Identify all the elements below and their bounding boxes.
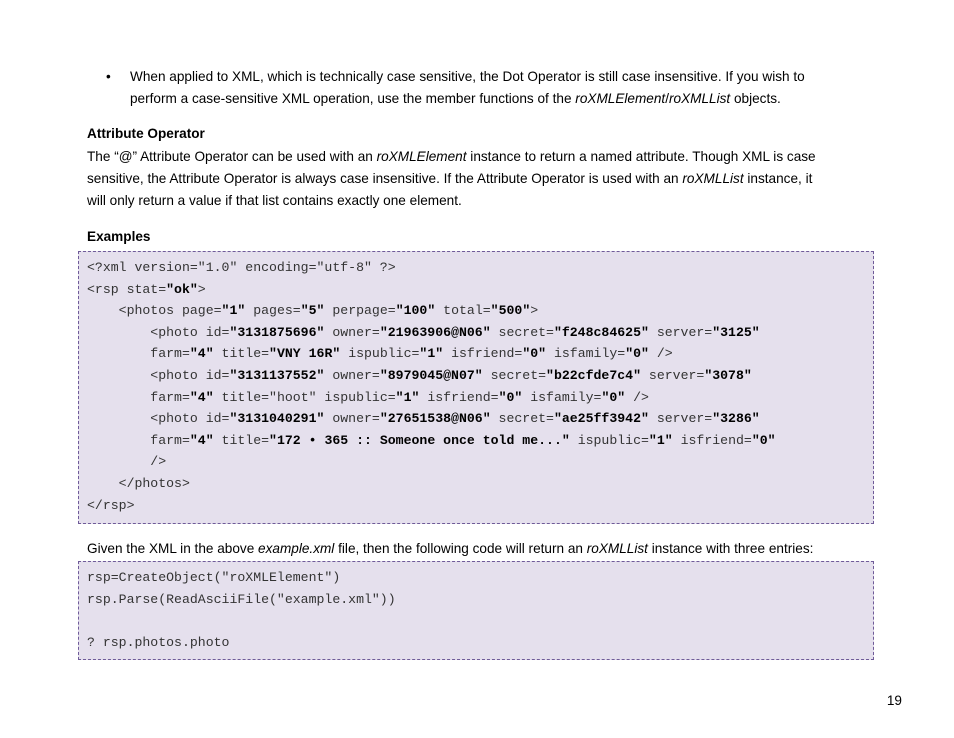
code-value: "4" [189, 389, 214, 405]
code-value: "4" [189, 432, 214, 448]
code-text: isfriend= [419, 389, 499, 405]
code-text: secret= [482, 368, 547, 383]
code-text: server= [641, 368, 705, 383]
code-value: "8979045@N07" [379, 368, 483, 383]
given-line [87, 538, 877, 560]
text-span: file, then the following code will return an [334, 541, 587, 556]
code-line [87, 303, 538, 318]
examples-heading: Examples [87, 229, 151, 244]
text-span: instance to return a named attribute. Though XML is case [466, 149, 816, 164]
code-value: "172 • 365 :: Someone once told me..." [269, 432, 570, 448]
code-value: "0" [625, 346, 649, 362]
code-line [87, 476, 190, 491]
bullet-text [130, 66, 866, 109]
bullet-icon: • [106, 69, 111, 84]
code-text: ispublic= [340, 346, 420, 362]
code-value: "0" [751, 432, 776, 448]
code-text: title= [213, 346, 270, 362]
text-span: instance with three entries: [647, 541, 814, 556]
code-value: "3131875696" [229, 324, 325, 340]
code-value: "0" [522, 346, 547, 362]
class-name-roxmlelement: roXMLElement [376, 149, 467, 164]
code-value: "27651538@N06" [379, 411, 491, 427]
text-span: instance, it [743, 171, 813, 186]
code-line [87, 346, 673, 361]
code-text: owner= [324, 368, 380, 383]
code-line [87, 390, 649, 405]
text-span: perform a case-sensitive XML operation, use the member functions of the [130, 90, 576, 106]
code-value: "1" [648, 432, 673, 448]
para-line-1 [87, 146, 877, 168]
code-text: > [197, 281, 206, 297]
code-line [87, 260, 396, 275]
code-line: rsp=CreateObject("roXMLElement") [87, 570, 341, 585]
brightscript-code-block [78, 561, 874, 660]
class-name-roxmllist: roXMLList [668, 90, 731, 106]
code-line [87, 368, 752, 383]
code-value: "3286" [712, 411, 760, 427]
code-value: "ok" [166, 281, 198, 297]
code-value: "3131040291" [229, 411, 325, 427]
code-text: total= [435, 303, 491, 319]
attribute-operator-heading: Attribute Operator [87, 126, 205, 141]
text-span: / [665, 90, 669, 106]
code-text: </photos> [87, 476, 190, 491]
code-text: farm= [87, 432, 190, 448]
code-text: owner= [324, 411, 380, 427]
code-text: farm= [87, 389, 190, 405]
code-value: "3125" [712, 324, 760, 340]
code-text: pages= [245, 303, 301, 319]
class-name-roxmllist: roXMLList [682, 171, 744, 186]
code-text: secret= [490, 411, 554, 427]
code-text: isfamily= [522, 389, 602, 405]
code-text: title="hoot" ispublic= [213, 389, 396, 405]
code-line [87, 411, 760, 426]
code-value: "5" [300, 303, 325, 319]
code-text: <photo id= [87, 411, 230, 427]
code-text: /> [87, 454, 167, 470]
code-value: "3078" [704, 368, 752, 383]
given-xml-paragraph [87, 538, 877, 560]
code-line [87, 282, 206, 297]
code-line [87, 325, 760, 340]
class-name-roxmlelement: roXMLElement [575, 90, 666, 106]
code-value: "0" [601, 389, 626, 405]
code-value: "1" [395, 389, 420, 405]
bullet-item [106, 66, 866, 109]
xml-example-code-block [78, 251, 874, 524]
para-line-3: will only return a value if that list contains exactly one element. [87, 193, 462, 208]
code-value: "3131137552" [229, 368, 325, 383]
code-value: "b22cfde7c4" [546, 368, 641, 383]
text-span: Given the XML in the above [87, 541, 259, 556]
code-text: server= [648, 324, 713, 340]
code-value: "ae25ff3942" [553, 411, 649, 427]
code-value: "4" [189, 346, 214, 362]
code-text: isfamily= [546, 346, 626, 362]
code-value: "1" [221, 303, 246, 319]
code-text: isfriend= [443, 346, 523, 362]
page-number: 19 [886, 693, 902, 708]
code-line: ? rsp.photos.photo [87, 634, 230, 650]
code-text: perpage= [324, 303, 396, 319]
code-line [87, 433, 776, 448]
code-line: rsp.Parse(ReadAsciiFile("example.xml")) [87, 591, 396, 607]
code-text: </rsp> [87, 497, 135, 513]
code-value: "500" [490, 303, 531, 319]
text-span: sensitive, the Attribute Operator is always case insensitive. If the Attribute Operator is used with an [87, 171, 683, 186]
code-value: "0" [498, 389, 523, 405]
code-value: "21963906@N06" [379, 324, 491, 340]
code-value: "1" [419, 346, 444, 362]
code-value: "VNY 16R" [269, 346, 341, 362]
class-name-roxmllist: roXMLList [586, 541, 648, 556]
code-text: title= [213, 432, 270, 448]
text-span: The “@” Attribute Operator can be used with an [87, 149, 377, 164]
code-text: farm= [87, 346, 190, 362]
code-value: "100" [395, 303, 436, 319]
code-text: isfriend= [672, 432, 752, 448]
code-text: server= [648, 411, 713, 427]
attribute-operator-paragraph [87, 146, 877, 212]
code-text: secret= [490, 324, 554, 340]
bullet-line-1: When applied to XML, which is technically case sensitive, the Dot Operator is still case insensitive. If you wish to [130, 69, 805, 84]
code-text: owner= [324, 324, 380, 340]
text-span: objects. [730, 90, 781, 106]
code-text: <photo id= [87, 368, 230, 383]
code-text: ispublic= [569, 432, 649, 448]
code-text: <rsp stat= [87, 281, 167, 297]
file-name-example-xml: example.xml [258, 541, 335, 556]
code-text: /> [648, 346, 673, 362]
code-text: > [530, 303, 539, 319]
code-line [87, 454, 166, 469]
code-text: /> [625, 389, 649, 405]
code-value: "f248c84625" [553, 324, 649, 340]
code-line [87, 498, 134, 513]
code-text: <photo id= [87, 324, 230, 340]
para-line-2 [87, 168, 877, 190]
code-text: <photos page= [87, 303, 222, 319]
code-text: <?xml version="1.0" encoding="utf-8" ?> [87, 260, 396, 275]
bullet-line-2 [130, 88, 866, 110]
